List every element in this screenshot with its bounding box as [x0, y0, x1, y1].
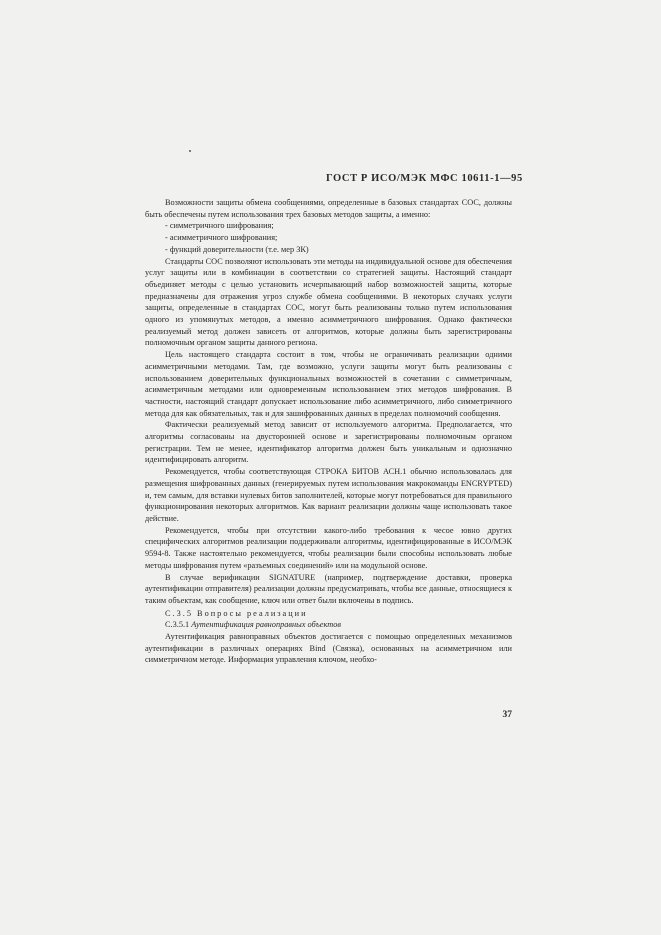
section-heading: С.3.5 Вопросы реализации	[165, 608, 308, 618]
paragraph-6: Рекомендуется, чтобы при отсутствии какого-либо требования к чесое ювно других специфических алгоритмов реализации поддерживали алгоритмы, идентифицированные в ИСО/МЭК 9594-8. Также настоятельно рекомендуется, чтобы реализации были способны использовать любые методы шифрования путем «разъемных соединений» или на модульной основе.	[145, 525, 512, 570]
subsection-title: Аутентификация равноправных объектов	[191, 620, 341, 630]
paragraph-1: Возможности защиты обмена сообщениями, определенные в базовых стандартах СОС, должны быть обеспечены путем использования трех базовых методов защиты, а именно:	[145, 198, 512, 219]
paragraph-3: Цель настоящего стандарта состоит в том, чтобы не ограничивать реализации одними асимметричными методами. Там, где возможно, услуги защиты могут быть реализованы с использованием доверительных функциональных возможностей в сочетании с симметричным, асимметричным методами или одновременным использованием этих методов шифрования. В частности, настоящий стандарт допускает использование либо асимметричного, либо симметричного метода для как обязательных, так и для зашифрованных данных в пределах полномочий сообщения.	[145, 350, 512, 418]
body-text	[145, 197, 512, 666]
subsection-heading	[145, 619, 512, 631]
paragraph-2: Стандарты СОС позволяют использовать эти методы на индивидуальной основе для обеспечения услуг защиты или в комбинации в соответствии со стратегией защиты. Настоящий стандарт объединяет методы с целью установить исчерпывающий набор возможностей защиты, которые предназначены для отражения угроз службе обмена сообщениями. В некоторых случаях услуги защиты, определенные в стандартах СОС, могут быть реализованы только путем использования одного из упомянутых методов, а именно асимметричного шифрования. Однако фактически реализуемый метод должен зависеть от алгоритмов, которые должны быть зарегистрированы полномочным органом защиты данного региона.	[145, 256, 512, 348]
paragraph-4: Фактически реализуемый метод зависит от используемого алгоритма. Предполагается, что алгоритмы согласованы на двусторонней основе и зарегистрированы полномочным органом регистрации. Тем не менее, идентификатор алгоритма должен быть уникальным и однозначно идентифицировать алгоритм.	[145, 420, 512, 465]
scan-speck	[189, 150, 191, 152]
page-number: 37	[502, 710, 512, 720]
list-item: - асимметричного шифрования;	[165, 233, 278, 243]
paragraph-5: Рекомендуется, чтобы соответствующая СТРОКА БИТОВ АСН.1 обычно использовалась для размещения шифрованных данных (генерируемых путем использования макрокоманды ENCRYPTED) и, тем самым, для вставки нулевых битов заполнителей, которые могут потребоваться для правильного функционирования некоторых алгоритмов. Как вариант реализации должны чаще использовать такое действие.	[145, 467, 512, 523]
list-item: - функций доверительности (т.е. мер ЗК)	[165, 244, 309, 254]
list-item: - симметричного шифрования;	[165, 221, 274, 231]
paragraph-8: Аутентификация равноправных объектов достигается с помощью определенных механизмов аутентификации в различных операциях Bind (Связка), основанных на асимметричном или симметричном методе. Информация управления ключом, необхо-	[145, 632, 512, 665]
subsection-number: С.3.5.1	[165, 620, 190, 630]
paragraph-7: В случае верификации SIGNATURE (например, подтверждение доставки, проверка аутентификации отправителя) реализации должны предусматривать, чтобы все данные, относящиеся к таким объектам, как сообщение, ключ или ответ были включены в подпись.	[145, 572, 512, 605]
running-header: ГОСТ Р ИСО/МЭК МФС 10611-1—95	[326, 173, 523, 184]
